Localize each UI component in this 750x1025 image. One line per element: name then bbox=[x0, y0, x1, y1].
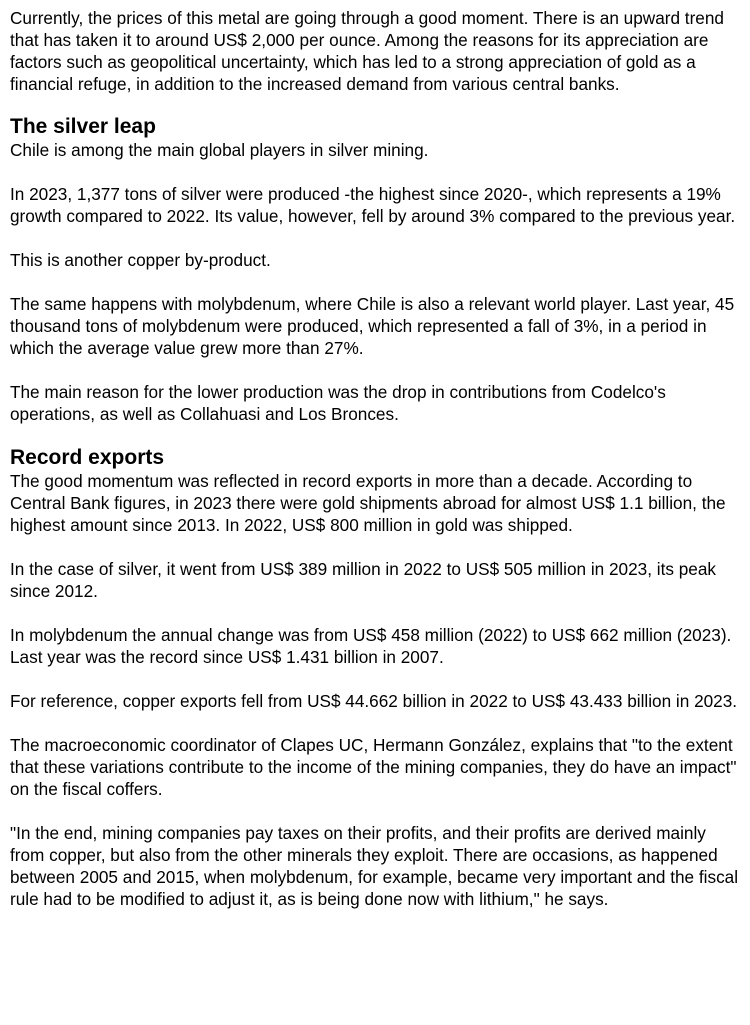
paragraph: Chile is among the main global players in silver mining. bbox=[10, 140, 429, 160]
section-heading-record-exports: Record exports bbox=[10, 446, 165, 469]
paragraph: This is another copper by-product. bbox=[10, 250, 271, 270]
section-heading-silver-leap: The silver leap bbox=[10, 115, 156, 138]
paragraph: In the case of silver, it went from US$ 389 million in 2022 to US$ 505 million in 2023, its peak since 2012. bbox=[10, 559, 717, 601]
paragraph: The same happens with molybdenum, where Chile is also a relevant world player. Last year, 45 thousand tons of molybdenum were produced, which represented a fall of 3%, in a period in which the average value grew more than 27%. bbox=[10, 294, 735, 358]
paragraph: The good momentum was reflected in record exports in more than a decade. According to Central Bank figures, in 2023 there were gold shipments abroad for almost US$ 1.1 billion, the highest amount since 2013. In 2022, US$ 800 million in gold was shipped. bbox=[10, 471, 726, 535]
paragraph: For reference, copper exports fell from US$ 44.662 billion in 2022 to US$ 43.433 billion in 2023. bbox=[10, 691, 738, 711]
paragraph: The macroeconomic coordinator of Clapes UC, Hermann González, explains that "to the extent that these variations contribute to the income of the mining companies, they do have an impact" on the fiscal coffers. bbox=[10, 735, 737, 799]
paragraph: "In the end, mining companies pay taxes on their profits, and their profits are derived mainly from copper, but also from the other minerals they exploit. There are occasions, as happened between 2005 and 2015, when molybdenum, for example, became very important and the fiscal rule had to be modified to adjust it, as is being done now with lithium," he says. bbox=[10, 823, 739, 909]
intro-paragraph: Currently, the prices of this metal are going through a good moment. There is an upward trend that has taken it to around US$ 2,000 per ounce. Among the reasons for its appreciation are factors such as geopolitical uncertainty, which has led to a strong appreciation of gold as a financial refuge, in addition to the increased demand from various central banks. bbox=[10, 8, 724, 94]
article-body bbox=[10, 7, 744, 910]
paragraph: The main reason for the lower production was the drop in contributions from Codelco's operations, as well as Collahuasi and Los Bronces. bbox=[10, 382, 666, 424]
paragraph: In 2023, 1,377 tons of silver were produced -the highest since 2020-, which represents a 19% growth compared to 2022. Its value, however, fell by around 3% compared to the previous year. bbox=[10, 184, 736, 226]
paragraph: In molybdenum the annual change was from US$ 458 million (2022) to US$ 662 million (2023). Last year was the record since US$ 1.431 billion in 2007. bbox=[10, 625, 732, 667]
